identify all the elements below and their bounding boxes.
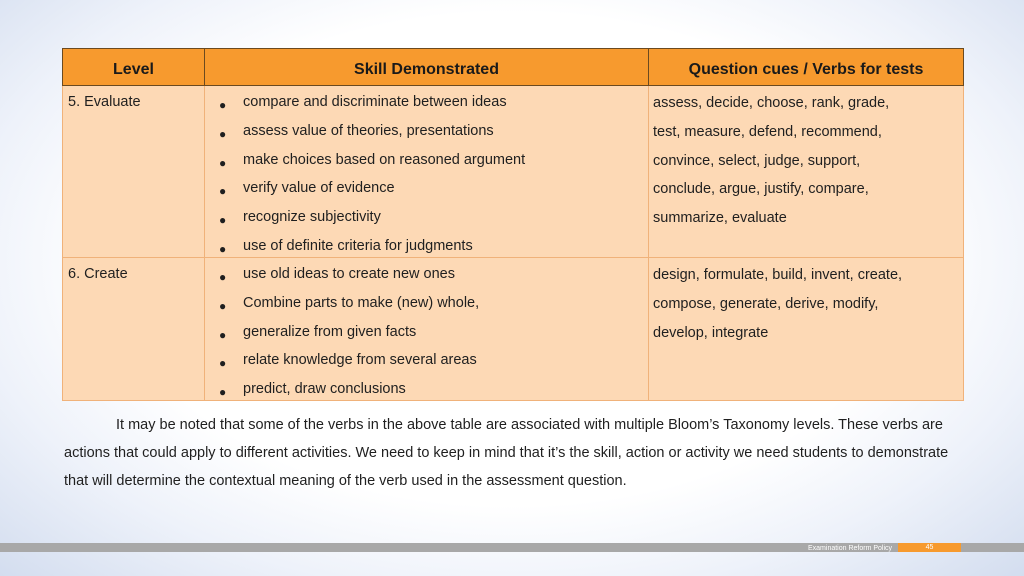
skill-text: recognize subjectivity xyxy=(243,209,381,226)
skill-text: generalize from given facts xyxy=(243,323,417,340)
bloom-taxonomy-table xyxy=(62,48,964,401)
bullet-icon: ● xyxy=(219,298,227,313)
skill-text: compare and discriminate between ideas xyxy=(243,94,507,110)
cue-line: compose, generate, derive, modify, xyxy=(653,295,879,312)
table-row-evaluate xyxy=(63,86,964,258)
skills-list xyxy=(205,258,648,400)
note-paragraph xyxy=(64,411,969,495)
list-item xyxy=(205,237,648,257)
cues-cell xyxy=(649,86,964,258)
table-row-create xyxy=(63,257,964,400)
list-item xyxy=(205,208,648,237)
skill-text: predict, draw conclusions xyxy=(243,381,406,398)
table-header-row xyxy=(63,49,964,86)
cues-list xyxy=(649,86,963,238)
level-cell: 6. Create xyxy=(63,257,205,400)
list-item xyxy=(205,179,648,208)
list-item xyxy=(205,351,648,380)
list-item xyxy=(205,122,648,151)
cue-line: assess, decide, choose, rank, grade, xyxy=(653,95,890,111)
header-level: Level xyxy=(63,49,205,86)
skill-text: Combine parts to make (new) whole, xyxy=(243,294,480,311)
list-item xyxy=(205,93,648,122)
bullet-icon: ● xyxy=(219,356,227,371)
footer-label: Examination Reform Policy xyxy=(808,545,893,552)
skills-cell xyxy=(205,257,649,400)
page-number: 45 xyxy=(898,543,961,552)
cues-list xyxy=(649,258,963,352)
bullet-icon: ● xyxy=(219,385,227,400)
cue-line: conclude, argue, justify, compare, xyxy=(653,181,869,198)
cue-line: convince, select, judge, support, xyxy=(653,152,861,169)
skill-text: use of definite criteria for judgments xyxy=(243,237,473,254)
list-item xyxy=(205,294,648,323)
bullet-icon: ● xyxy=(219,126,227,141)
bullet-icon: ● xyxy=(219,184,227,199)
skill-text: use old ideas to create new ones xyxy=(243,265,455,282)
list-item xyxy=(205,151,648,180)
header-skill: Skill Demonstrated xyxy=(205,49,649,86)
list-item xyxy=(205,323,648,352)
bullet-icon: ● xyxy=(219,241,227,256)
skill-text: verify value of evidence xyxy=(243,180,395,197)
bullet-icon: ● xyxy=(219,327,227,342)
bullet-icon: ● xyxy=(219,269,227,284)
skill-text: relate knowledge from several areas xyxy=(243,352,477,369)
bullet-icon: ● xyxy=(219,155,227,170)
bullet-icon: ● xyxy=(219,213,227,228)
header-cues: Question cues / Verbs for tests xyxy=(649,49,964,86)
cue-line: design, formulate, build, invent, create, xyxy=(653,266,903,283)
cue-line: test, measure, defend, recommend, xyxy=(653,123,882,140)
skills-list xyxy=(205,86,648,257)
skill-text: assess value of theories, presentations xyxy=(243,122,494,139)
list-item xyxy=(205,265,648,294)
cues-cell xyxy=(649,257,964,400)
cue-line: develop, integrate xyxy=(653,324,769,341)
skill-text: make choices based on reasoned argument xyxy=(243,151,526,168)
note-text: It may be noted that some of the verbs in the above table are associated with multiple Bloom’s Taxonomy levels. These verbs are actions that could apply to different activities. We need to keep in mind that it’s the skill, action or activity we need students to demonstrate that will determine the contextual meaning of the verb used in the assessment question. xyxy=(64,417,949,489)
cue-line: summarize, evaluate xyxy=(653,210,787,227)
list-item xyxy=(205,380,648,400)
skills-cell xyxy=(205,86,649,258)
bullet-icon: ● xyxy=(219,98,227,112)
level-cell: 5. Evaluate xyxy=(63,86,205,258)
